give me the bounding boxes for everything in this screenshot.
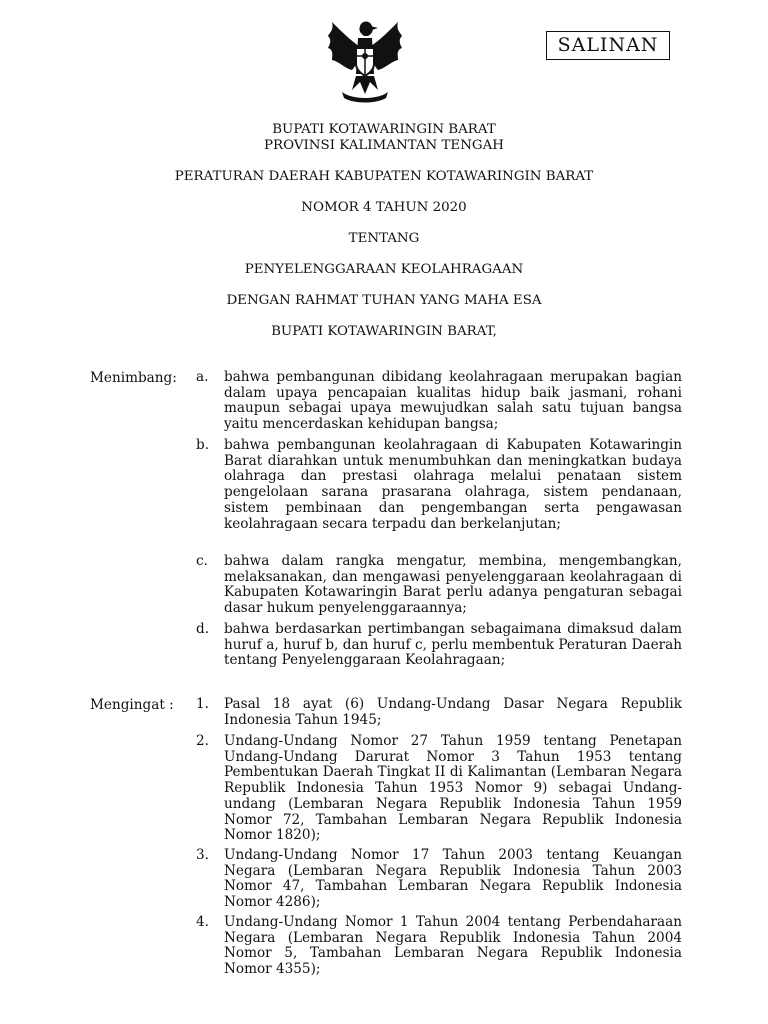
item-marker: 2. <box>196 733 209 749</box>
menimbang-label: Menimbang: <box>90 370 177 386</box>
mengingat-item <box>196 734 686 844</box>
item-marker: 1. <box>196 696 209 712</box>
mengingat-label: Mengingat : <box>90 697 174 713</box>
item-text: Pasal 18 ayat (6) Undang-Undang Dasar Negara Republik Indonesia Tahun 1945; <box>224 696 682 728</box>
menimbang-item <box>196 370 686 434</box>
regulation-number: NOMOR 4 TAHUN 2020 <box>301 200 467 215</box>
item-text: bahwa dalam rangka mengatur, membina, mengembangkan, melaksanakan, dan mengawasi penyelenggaraan keolahragaan di Kabupaten Kotawaringin Barat perlu adanya pengaturan sebagai dasar hukum penyelenggaraannya; <box>224 553 682 617</box>
item-marker: b. <box>196 437 210 453</box>
item-text: Undang-Undang Nomor 27 Tahun 1959 tentang Penetapan Undang-Undang Darurat Nomor 3 Tahun 1953 tentang Pembentukan Daerah Tingkat II di Kalimantan (Lembaran Negara Republik Indonesia Tahun 1953 Nomor 9) sebagai Undang-undang (Lembaran Negara Republik Indonesia Tahun 1959 Nomor 72, Tambahan Lembaran Negara Republik Indonesia Nomor 1820); <box>224 733 682 844</box>
item-marker: 4. <box>196 914 209 930</box>
item-text: bahwa pembangunan dibidang keolahragaan merupakan bagian dalam upaya pencapaian kualitas hidup baik jasmani, rohani maupun sebagai upaya mewujudkan salah satu tujuan bangsa yaitu mencerdaskan kehidupan bangsa; <box>224 369 682 433</box>
province-title: PROVINSI KALIMANTAN TENGAH <box>264 138 504 153</box>
menimbang-item <box>196 554 686 618</box>
issuer-title: BUPATI KOTAWARINGIN BARAT <box>272 122 496 137</box>
tentang-label: TENTANG <box>348 231 420 246</box>
salinan-stamp: SALINAN <box>546 31 670 60</box>
item-text: bahwa pembangunan keolahragaan di Kabupaten Kotawaringin Barat diarahkan untuk menumbuhkan dan meningkatkan budaya olahraga dan prestasi olahraga melalui penataan sistem pengelolaan sarana prasarana olahraga, sistem pendanaan, sistem pembinaan dan pengembangan serta pengawasan keolahragaan secara terpadu dan berkelanjutan; <box>224 437 682 532</box>
item-text: Undang-Undang Nomor 1 Tahun 2004 tentang Perbendaharaan Negara (Lembaran Negara Republik Indonesia Tahun 2004 Nomor 5, Tambahan Lembaran Negara Republik Indonesia Nomor 4355); <box>224 914 682 978</box>
item-marker: a. <box>196 369 209 385</box>
item-text: bahwa berdasarkan pertimbangan sebagaimana dimaksud dalam huruf a, huruf b, dan huruf c, perlu membentuk Peraturan Daerah tentang Penyelenggaraan Keolahragaan; <box>224 621 682 669</box>
mengingat-item <box>196 848 686 912</box>
item-marker: d. <box>196 621 210 637</box>
regulation-title: PERATURAN DAERAH KABUPATEN KOTAWARINGIN BARAT <box>174 169 594 184</box>
menimbang-item <box>196 622 686 670</box>
regulation-subject: PENYELENGGARAAN KEOLAHRAGAAN <box>244 262 524 277</box>
preamble-line: DENGAN RAHMAT TUHAN YANG MAHA ESA <box>226 293 542 308</box>
issuer-line: BUPATI KOTAWARINGIN BARAT, <box>271 324 497 339</box>
item-text: Undang-Undang Nomor 17 Tahun 2003 tentang Keuangan Negara (Lembaran Negara Republik Indonesia Tahun 2003 Nomor 47, Tambahan Lembaran Negara Republik Indonesia Nomor 4286); <box>224 847 682 911</box>
item-marker: c. <box>196 553 208 569</box>
menimbang-item <box>196 438 686 548</box>
garuda-emblem-icon <box>322 18 408 106</box>
mengingat-item <box>196 915 686 979</box>
mengingat-item <box>196 697 686 729</box>
item-marker: 3. <box>196 847 209 863</box>
